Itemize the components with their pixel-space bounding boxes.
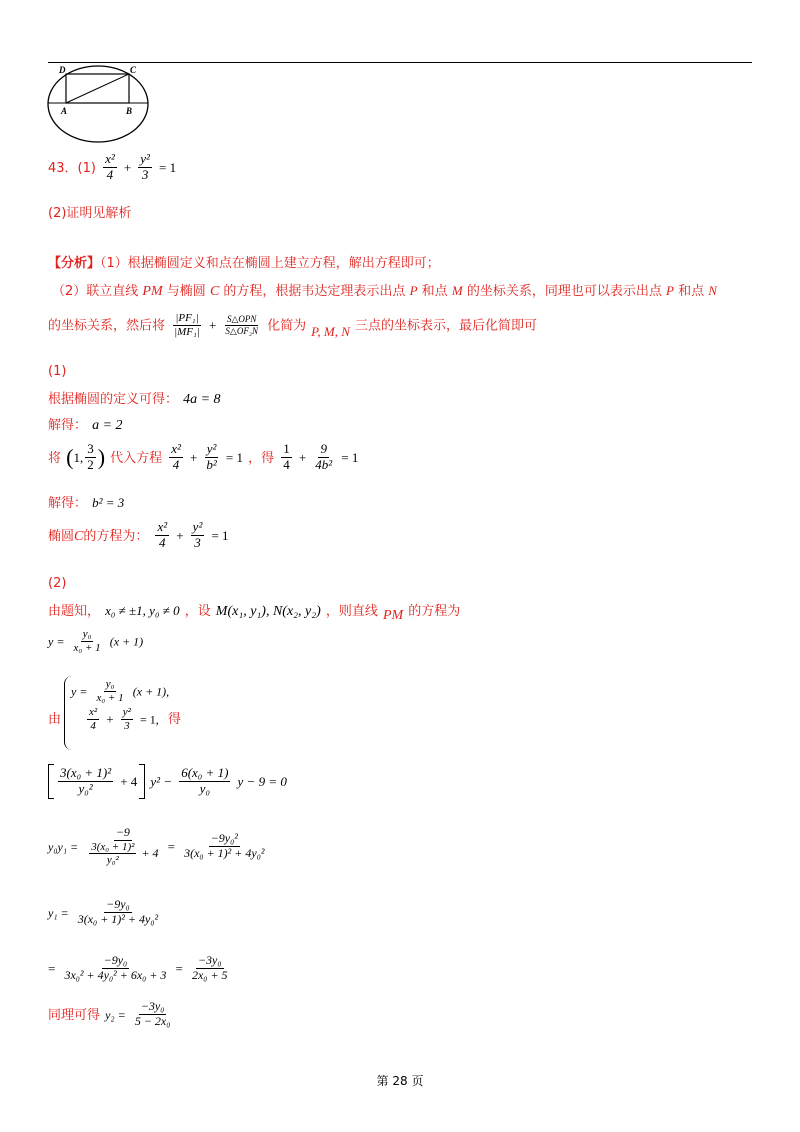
analysis-line-2: （2）联立直线 PM 与椭圆 C 的方程，根据韦达定理表示出点 P 和点 M 的坐标关系，同理也可以表示出点 P 和点 N xyxy=(52,283,717,299)
part2-heading: (2) xyxy=(48,576,67,591)
part1-line-1: 根据椭圆的定义可得： 4a = 8 xyxy=(48,392,221,407)
system-de: 得 xyxy=(168,712,182,727)
page-number: 第 28 页 xyxy=(376,1074,424,1088)
quadratic-equation: $\frac{\text{3(x₀ + 1)²}}{\text{y₀²}}$ + 4 y² − $\frac{\text{6(x₀ + 1)}}{\text{y₀}}$ y − 9 = 0 xyxy=(48,764,287,799)
label-b: B xyxy=(126,106,133,116)
frac-y2-3: $\frac{\text{y²}}{3}$ xyxy=(140,151,150,182)
label-c: C xyxy=(130,65,137,75)
part2-line-1: 由题知， x₀ ≠ ±1, y₀ ≠ 0 ，设 M(x₁, y₁), N(x₂, y₂) ，则直线 PM 的方程为 xyxy=(48,603,461,623)
line-equation: y = $\frac{\text{y₀}}{\text{x₀ + 1}}$ (x + 1) xyxy=(48,628,144,654)
product-equation: y₀y₁ = −9 $\frac{\text{3(x₀ + 1)²}}{\text{y₀²}}$ + 4 = $\frac{\text{−9y₀²}}{\text{3(x₀ + 1)² + 4y₀²}}$ xyxy=(48,825,265,867)
label-a: A xyxy=(61,106,68,116)
part1-line-4: 解得： b² = 3 xyxy=(48,495,125,511)
part1-heading: (1) xyxy=(48,364,67,379)
part1-line-5: 椭圆C的方程为： $\frac{\text{x²}}{4}$ + $\frac{\text{y²}}{3}$ = 1 xyxy=(48,519,229,550)
answer-43-2: (2)证明见解析 xyxy=(48,206,132,221)
frac-areas: $\frac{\text{S△OPN}}{\text{S△OF₂N}}$ xyxy=(225,314,258,336)
system-you: 由 xyxy=(48,712,62,727)
y1-equation: y₁ = $\frac{\text{−9y₀}}{\text{3(x₀ + 1)² + 4y₀²}}$ xyxy=(48,897,159,926)
equation-system: y = $\frac{\text{y₀}}{\text{x₀ + 1}}$ (x + 1), $\frac{\text{x²}}{4}$ + $\frac{\text{y²}}{3}$ = 1, xyxy=(64,676,169,750)
frac-x2-4: $\frac{\text{x²}}{4}$ xyxy=(105,151,115,182)
problem-number: 43．(1) xyxy=(48,160,96,176)
label-d: D xyxy=(59,65,66,75)
answer-43-1: 43．(1) $\frac{\text{x²}}{4}$ + $\frac{\text{y²}}{3}$ = 1 xyxy=(48,151,177,182)
ellipse-figure xyxy=(44,62,154,144)
diagonal-ac xyxy=(66,74,129,103)
analysis-line-3: 的坐标关系，然后将 $\frac{\text{|PF₁|}}{\text{|MF₁|}}$ + $\frac{\text{S△OPN}}{\text{S△OF₂N}}$ 化简为 $_{P, M, N}$ 三点的坐标表示，最后化简即可 xyxy=(48,312,538,339)
frac-pf1-mf1: $\frac{\text{|PF₁|}}{\text{|MF₁|}}$ xyxy=(174,312,200,338)
y2-equation: 同理可得 y₂ = $\frac{\text{−3y₀}}{\text{5 − 2x₀}}$ xyxy=(48,999,171,1028)
analysis-tag: 【分析】 xyxy=(48,256,101,271)
y1-simplified: = $\frac{\text{−9y₀}}{\text{3x₀² + 4y₀² + 6x₀ + 3}}$ = $\frac{\text{−3y₀}}{\text{2x₀ + 5}}$ xyxy=(48,953,228,982)
part1-line-2: 解得： a = 2 xyxy=(48,418,123,433)
analysis-line-1: 【分析】（1）根据椭圆定义和点在椭圆上建立方程，解出方程即可； xyxy=(48,256,440,271)
part1-line-3: 将 (1, $\frac{3}{2}$ ) 代入方程 $\frac{\text{x²}}{4}$ + $\frac{\text{y²}}{\text{b²}}$ = 1 ，得 $\frac{1}{4}$ + $\frac{9}{\text{4b²}}$ = 1 xyxy=(48,441,359,472)
ellipse-shape xyxy=(48,66,148,142)
